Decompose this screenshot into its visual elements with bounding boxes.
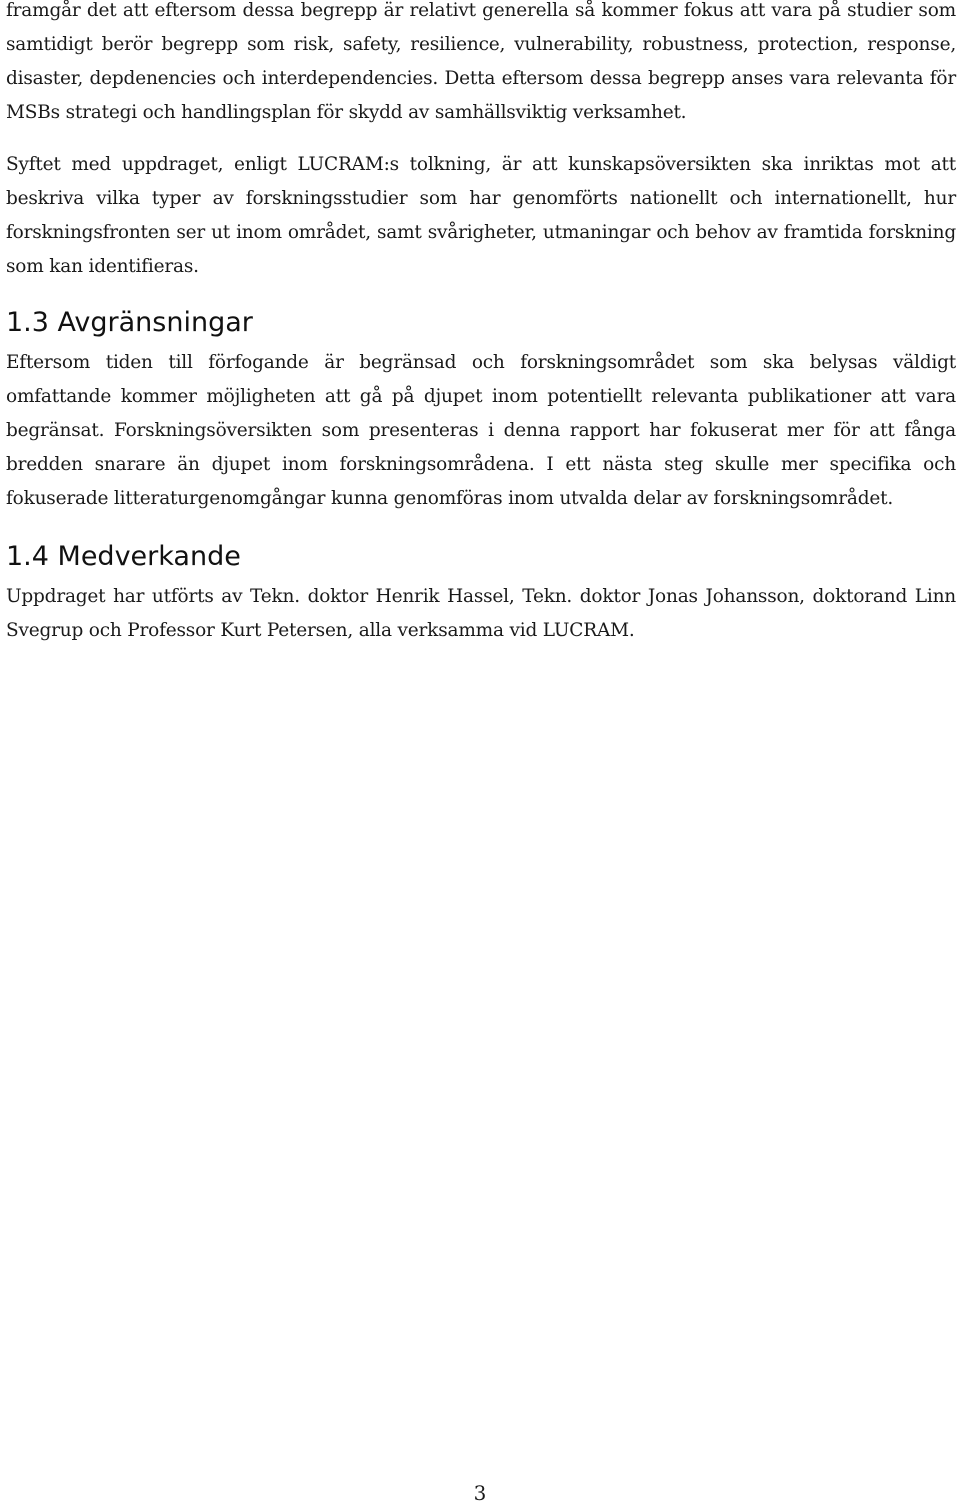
avgransningar-paragraph: Eftersom tiden till förfogande är begränsad och forskningsområdet som ska belysas väldigt omfattande kommer möjligheten att gå på djupet inom potentiellt relevanta publikationer att vara begränsat. Forskningsöversikten som presenteras i denna rapport har fokuserat mer för att fånga bredden snarare än djupet inom forskningsområdena. I ett nästa steg skulle mer specifika och fokuserade litteraturgenomgångar kunna genomföras inom utvalda delar av forskningsområdet. xyxy=(6,352,956,509)
section-heading-avgransningar: 1.3 Avgränsningar xyxy=(6,307,253,338)
page-content xyxy=(6,0,956,648)
section-heading-medverkande: 1.4 Medverkande xyxy=(6,541,241,572)
purpose-paragraph: Syftet med uppdraget, enligt LUCRAM:s tolkning, är att kunskapsöversikten ska inriktas mot att beskriva vilka typer av forskningsstudier som har genomförts nationellt och internationellt, hur forskningsfronten ser ut inom området, samt svårigheter, utmaningar och behov av framtida forskning som kan identifieras. xyxy=(6,154,956,277)
page-number: 3 xyxy=(473,1481,487,1505)
medverkande-paragraph: Uppdraget har utförts av Tekn. doktor Henrik Hassel, Tekn. doktor Jonas Johansson, doktorand Linn Svegrup och Professor Kurt Petersen, alla verksamma vid LUCRAM. xyxy=(6,586,956,641)
intro-continuation-paragraph: framgår det att eftersom dessa begrepp är relativt generella så kommer fokus att vara på studier som samtidigt berör begrepp som risk, safety, resilience, vulnerability, robustness, protection, response, disaster, depdenencies och interdependencies. Detta eftersom dessa begrepp anses vara relevanta för MSBs strategi och handlingsplan för skydd av samhällsviktig verksamhet. xyxy=(6,0,956,123)
